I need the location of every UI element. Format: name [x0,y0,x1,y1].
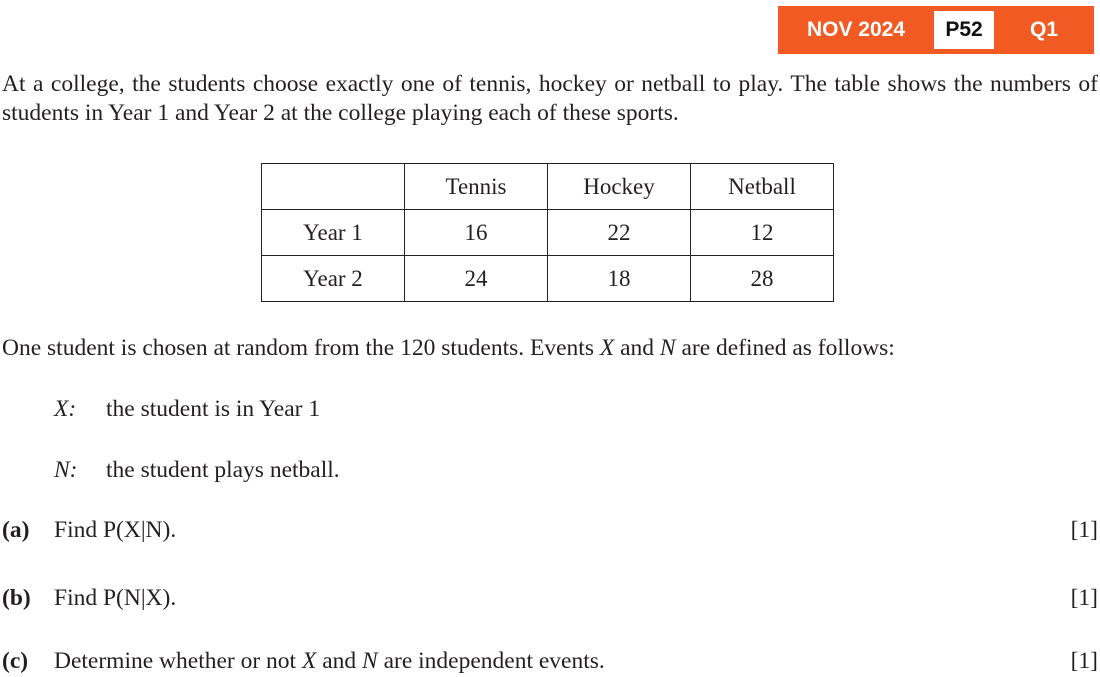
table-header-row [262,164,834,210]
question-label: Q1 [1029,18,1058,41]
chosen-text-and: and [614,335,660,361]
table-header-cell: Netball [691,164,834,210]
intro-text: At a college, the students choose exactly one of tennis, hockey or netball to play. The table shows the numbers of students in Year 1 and Year 2 at the college playing each of these sports. [2,71,1098,126]
marks-label: [1] [1070,648,1098,674]
chosen-student-text [2,335,895,362]
session-label: NOV 2024 [806,18,906,41]
paper-label: P52 [934,11,994,49]
definition-text: the student plays netball. [106,457,340,483]
part-c [2,648,1098,675]
part-b [2,585,1098,612]
definition-text: the student is in Year 1 [106,396,321,422]
part-text: Find P(X|N). [54,517,177,543]
table-row [262,210,834,256]
table-row [262,256,834,302]
definition-symbol: X: [54,396,77,422]
chosen-text-after: are defined as follows: [675,335,895,361]
table-cell: 18 [548,256,691,302]
table-header-cell: Hockey [548,164,691,210]
part-text-and: and [316,648,363,674]
part-label: (b) [2,585,31,611]
table-header-cell: Tennis [405,164,548,210]
table-cell: 12 [691,210,834,256]
chosen-text-before: One student is chosen at random from the 120 students. Events [2,335,600,361]
event-x-symbol: X [599,335,615,361]
table-cell: 24 [405,256,548,302]
sports-table [261,163,834,302]
part-text-after: are independent events. [377,648,605,674]
row-label: Year 2 [262,256,405,302]
part-text: Find P(N|X). [54,585,177,611]
part-a [2,517,1098,544]
table-cell: 28 [691,256,834,302]
event-n-symbol: N [362,648,378,674]
table-cell: 16 [405,210,548,256]
part-label: (a) [2,517,30,543]
part-label: (c) [2,648,29,674]
part-text-before: Determine whether or not [54,648,302,674]
marks-label: [1] [1070,585,1098,611]
table-cell: 22 [548,210,691,256]
event-x-symbol: X [301,648,317,674]
definition-symbol: N: [54,457,78,483]
marks-label: [1] [1070,517,1098,543]
row-label: Year 1 [262,210,405,256]
part-text [54,648,1071,675]
exam-badge [778,6,1094,54]
event-n-symbol: N [659,335,676,361]
table-header-cell [262,164,405,210]
